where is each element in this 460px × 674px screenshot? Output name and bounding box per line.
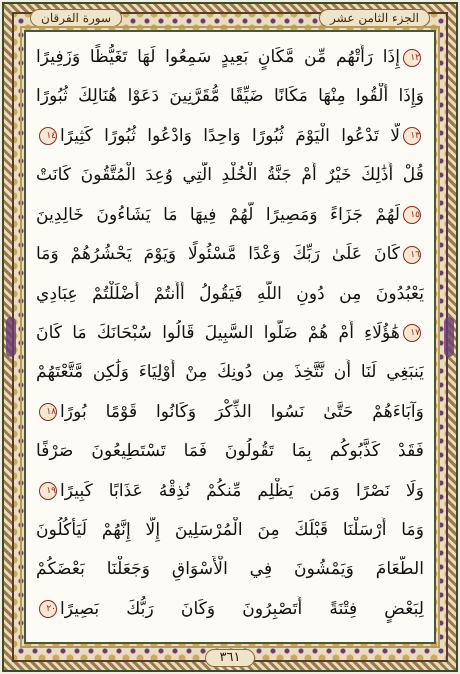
ayah-marker-icon: ١٥ [403, 206, 421, 224]
verse-text: يَنبَغِي لَنَا أَن نَّتَّخِذَ مِن دُونِكَ مِنْ أَوْلِيَاءَ وَلَٰكِن مَّتَّعْتَهُمْ [36, 362, 424, 383]
verse-text: هَٰؤُلَاءِ أَمْ هُمْ ضَلُّوا السَّبِيلَ قَالُوا سُبْحَانَكَ مَا كَانَ [36, 322, 400, 343]
page-number: ٣٦١ [205, 649, 256, 667]
text-line [36, 438, 424, 468]
text-line [36, 517, 424, 547]
text-line [36, 162, 424, 192]
verse-text: يَعْبُدُونَ مِن دُونِ اللَّهِ فَيَقُولُ أَأَنتُمْ أَضْلَلْتُمْ عِبَادِي [36, 283, 424, 304]
surah-label: سورة الفرقان [30, 9, 122, 27]
page-footer [0, 648, 460, 668]
verse-text: وَلَا نَصْرًا وَمَن يَظْلِم مِّنكُمْ نُذِقْهُ عَذَابًا كَبِيرًا [60, 480, 424, 501]
ayah-marker-icon: ١٧ [403, 324, 421, 342]
ayah-marker-icon: ١٦ [403, 246, 421, 264]
text-line [36, 202, 424, 232]
verse-text: الطَّعَامَ وَيَمْشُونَ فِي الْأَسْوَاقِ وَجَعَلْنَا بَعْضَكُمْ [36, 559, 424, 580]
text-line [36, 83, 424, 113]
text-line [36, 556, 424, 586]
text-line [36, 399, 424, 429]
left-ornament [6, 317, 16, 357]
verse-text: قُلْ أَذَٰلِكَ خَيْرٌ أَمْ جَنَّةُ الْخُلْدِ الَّتِي وُعِدَ الْمُتَّقُونَ كَانَتْ [36, 165, 424, 186]
text-line [36, 359, 424, 389]
verse-text: لِبَعْضٍ فِتْنَةً أَتَصْبِرُونَ وَكَانَ رَبُّكَ بَصِيرًا [60, 598, 424, 619]
verse-text: وَمَا أَرْسَلْنَا قَبْلَكَ مِنَ الْمُرْسَلِينَ إِلَّا إِنَّهُمْ لَيَأْكُلُونَ [36, 520, 424, 541]
text-line [36, 123, 424, 153]
page-header [30, 8, 430, 28]
verse-text: لَّا تَدْعُوا الْيَوْمَ ثُبُورًا وَاحِدًا وَادْعُوا ثُبُورًا كَثِيرًا [60, 125, 400, 146]
ayah-marker-icon: ١٨ [39, 403, 57, 421]
verse-text: لَهُمْ جَزَاءً وَمَصِيرًا لَّهُمْ فِيهَا مَا يَشَاءُونَ خَالِدِينَ [36, 204, 400, 225]
ayah-marker-icon: ٢٠ [39, 600, 57, 618]
text-line [36, 320, 424, 350]
text-lines [26, 34, 434, 640]
ayah-marker-icon: ١٩ [39, 482, 57, 500]
text-line [36, 281, 424, 311]
right-ornament [444, 317, 454, 357]
text-line [36, 241, 424, 271]
ayah-marker-icon: ١٢ [403, 49, 421, 67]
verse-text: وَآبَاءَهُمْ حَتَّىٰ نَسُوا الذِّكْرَ وَكَانُوا قَوْمًا بُورًا [60, 401, 424, 422]
text-line [36, 596, 424, 626]
verse-text: فَقَدْ كَذَّبُوكُم بِمَا تَقُولُونَ فَمَا تَسْتَطِيعُونَ صَرْفًا [36, 441, 424, 462]
verse-text: كَانَ عَلَىٰ رَبِّكَ وَعْدًا مَّسْئُولًا وَيَوْمَ يَحْشُرُهُمْ وَمَا [36, 244, 400, 265]
verse-text: وَإِذَا أُلْقُوا مِنْهَا مَكَانًا ضَيِّقًا مُّقَرَّنِينَ دَعَوْا هُنَالِكَ ثُبُورًا [36, 86, 424, 107]
text-line [36, 478, 424, 508]
juz-label: الجزء الثامن عشر [319, 9, 430, 27]
verse-text: إِذَا رَأَتْهُم مِّن مَّكَانٍ بَعِيدٍ سَمِعُوا لَهَا تَغَيُّظًا وَزَفِيرًا [36, 47, 400, 67]
ayah-marker-icon: ١٣ [403, 127, 421, 145]
ayah-marker-icon: ١٤ [39, 127, 57, 145]
text-line [36, 44, 424, 74]
